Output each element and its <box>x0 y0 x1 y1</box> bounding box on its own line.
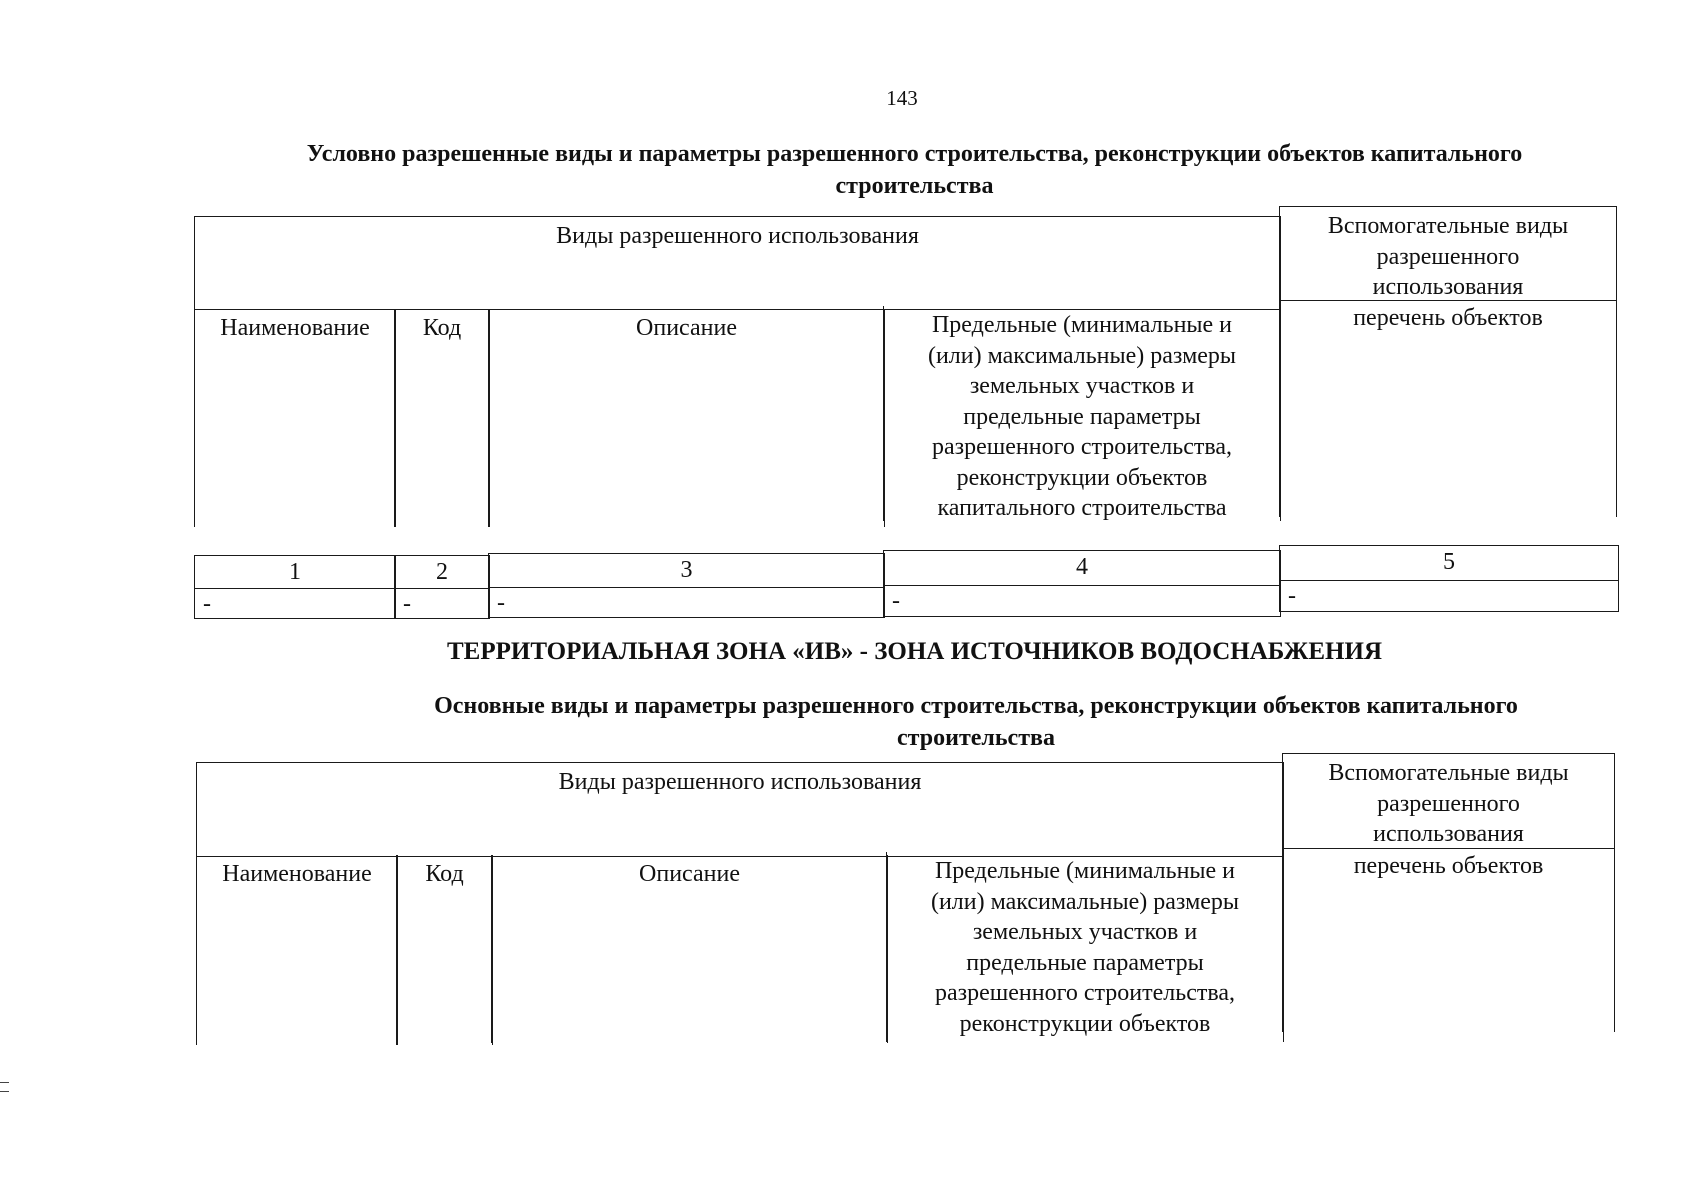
value-cell <box>883 585 1281 617</box>
col-aux-list-cell <box>1279 299 1617 517</box>
col-limits-cell <box>886 852 1284 1042</box>
scan-margin-mark <box>0 1082 9 1092</box>
col-name-label: Наименование <box>222 861 372 887</box>
group-header-cell <box>194 216 1281 310</box>
col-code-label: Код <box>422 315 462 341</box>
col-name-cell <box>194 309 396 527</box>
section2-heading-line1: Основные виды и параметры разрешенного строительства, реконструкции объектов капитального <box>434 693 1518 719</box>
value-cell <box>488 587 885 618</box>
section1-heading-line2: строительства <box>835 173 994 199</box>
section2-heading <box>316 690 1636 754</box>
col-aux-list-label: перечень объектов <box>1353 305 1543 331</box>
col-limits-label: Предельные (минимальные и (или) максимальные) размеры земельных участков и предельные параметры разрешенного строительства, реконструкции объектов <box>930 858 1240 1037</box>
aux-header-cell <box>1279 206 1617 301</box>
col-desc-label: Описание <box>639 861 740 887</box>
number-label: 1 <box>289 559 301 585</box>
col-name-label: Наименование <box>220 315 370 341</box>
number-label: 4 <box>1076 554 1088 580</box>
section2-heading-line2: строительства <box>897 725 1055 751</box>
group-header-label: Виды разрешенного использования <box>556 223 919 249</box>
col-code-label: Код <box>425 861 464 887</box>
number-cell <box>394 555 490 589</box>
col-desc-label: Описание <box>636 315 737 341</box>
value-label: - <box>203 591 211 617</box>
col-desc-cell <box>491 855 888 1043</box>
number-cell <box>488 553 885 588</box>
value-label: - <box>497 590 505 616</box>
col-aux-list-label: перечень объектов <box>1353 853 1544 879</box>
col-code-cell <box>394 309 490 527</box>
number-cell <box>1279 545 1619 581</box>
group-header-cell <box>196 762 1284 857</box>
col-aux-list-cell <box>1282 847 1615 1032</box>
col-limits-cell <box>883 306 1281 521</box>
col-limits-label: Предельные (минимальные и (или) максимальные) размеры земельных участков и предельные параметры разрешенного строительства, реконструкции объектов капитального строительства <box>927 312 1237 521</box>
value-label: - <box>892 588 900 614</box>
aux-header-label: Вспомогательные виды разрешенного использования <box>1328 760 1569 847</box>
col-desc-cell <box>488 309 885 527</box>
group-header-label: Виды разрешенного использования <box>558 769 922 795</box>
value-cell <box>1279 580 1619 612</box>
value-label: - <box>403 591 411 617</box>
aux-header-label: Вспомогательные виды разрешенного использования <box>1327 213 1569 300</box>
number-label: 3 <box>680 557 693 583</box>
col-code-cell <box>396 855 493 1045</box>
value-cell <box>194 588 396 619</box>
section1-heading <box>186 138 1643 202</box>
number-label: 2 <box>436 559 448 585</box>
number-cell <box>883 550 1281 586</box>
number-label: 5 <box>1443 549 1455 575</box>
col-name-cell <box>196 855 398 1045</box>
section1-heading-line1: Условно разрешенные виды и параметры разрешенного строительства, реконструкции объектов капитального <box>306 141 1523 167</box>
zone-title: ТЕРРИТОРИАЛЬНАЯ ЗОНА «ИВ» - ЗОНА ИСТОЧНИКОВ ВОДОСНАБЖЕНИЯ <box>447 638 1382 665</box>
page-number: 143 <box>886 86 918 110</box>
number-cell <box>194 555 396 589</box>
aux-header-cell <box>1282 753 1615 849</box>
value-cell <box>394 588 490 619</box>
value-label: - <box>1288 583 1296 609</box>
